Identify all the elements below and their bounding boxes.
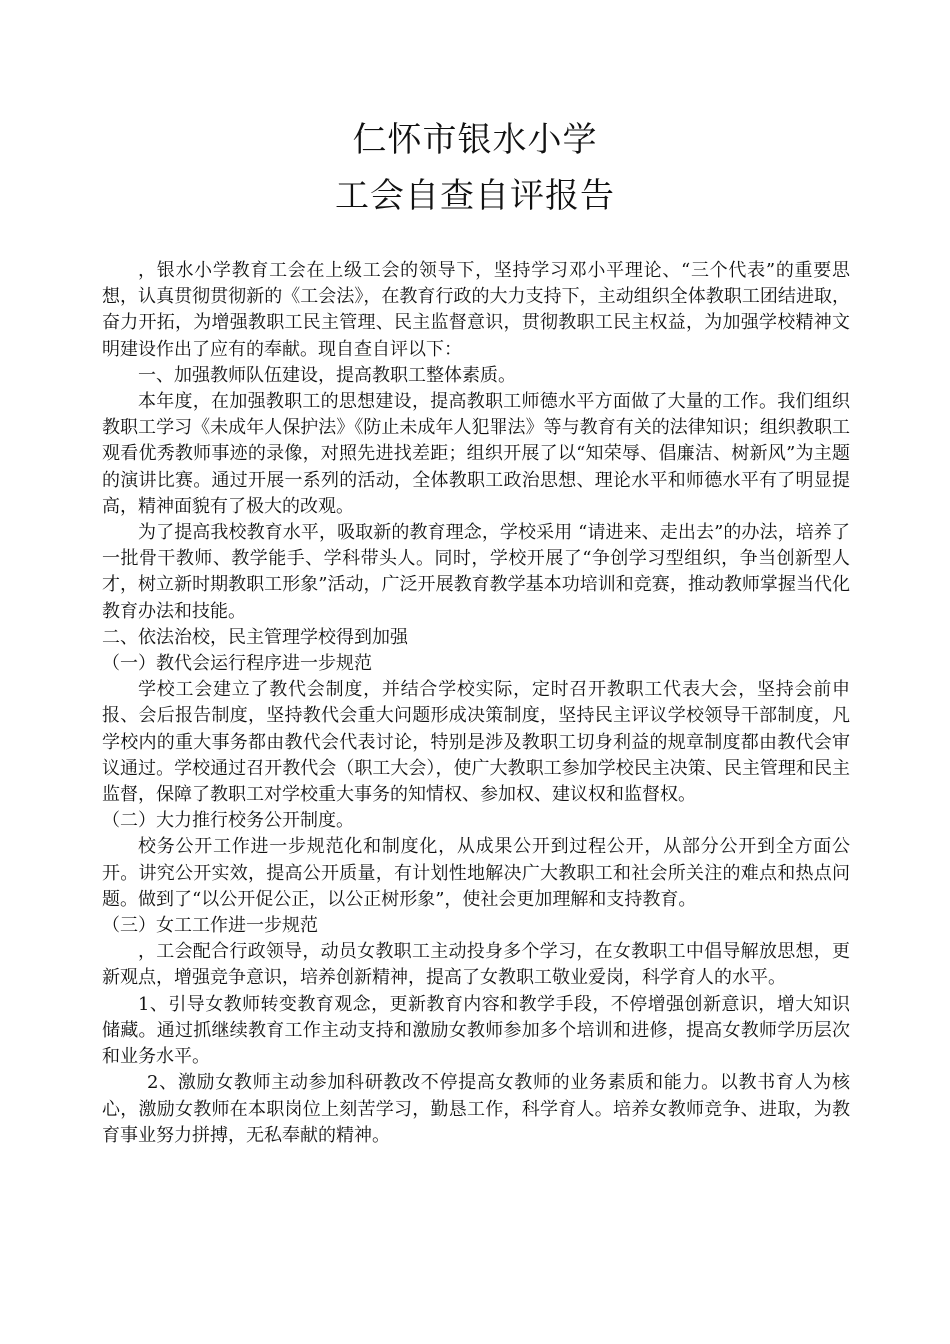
intro-paragraph: ，银水小学教育工会在上级工会的领导下，坚持学习邓小平理论、“三个代表”的重要思想，认真贯彻贯彻新的《工会法》，在教育行政的大力支持下，主动组织全体教职工团结进取，奋力开拓，为增强教职工民主管理、民主监督意识，贯彻教职工民主权益，为加强学校精神文明建设作出了应有的奉献。现自查自评以下： (102, 260, 850, 360)
body-paragraph: 为了提高我校教育水平，吸取新的教育理念，学校采用 “请进来、走出去”的办法，培养了一批骨干教师、教学能手、学科带头人。同时，学校开展了“争创学习型组织，争当创新型人才，树立新时期教职工形象”活动，广泛开展教育教学基本功培训和竞赛，推动教师掌握当代化教育办法和技能。 (102, 522, 850, 622)
document-title-block (0, 112, 950, 224)
body-paragraph: 校务公开工作进一步规范化和制度化，从成果公开到过程公开，从部分公开到全方面公开。讲究公开实效，提高公开质量，有计划性地解决广大教职工和社会所关注的难点和热点问题。做到了“以公开促公正，以公正树形象”，使社会更加理解和支持教育。 (102, 836, 850, 910)
section-heading-1: 一、加强教师队伍建设，提高教职工整体素质。 (138, 364, 516, 386)
subsection-heading-3: （三）女工工作进一步规范 (102, 915, 318, 937)
subsection-heading-2: （二）大力推行校务公开制度。 (102, 810, 354, 832)
school-name-title: 仁怀市银水小学 (352, 120, 598, 160)
body-paragraph: 学校工会建立了教代会制度，并结合学校实际，定时召开教职工代表大会，坚持会前申报、会后报告制度，坚持教代会重大问题形成决策制度，坚持民主评议学校领导干部制度，凡学校内的重大事务都由教代会代表讨论，特别是涉及教职工切身利益的规章制度都由教代会审议通过。学校通过召开教代会（职工大会），使广大教职工参加学校民主决策、民主管理和民主监督，保障了教职工对学校重大事务的知情权、参加权、建议权和监督权。 (102, 679, 850, 806)
numbered-paragraph-1: 1、引导女教师转变教育观念，更新教育内容和教学手段，不停增强创新意识，增大知识储藏。通过抓继续教育工作主动支持和激励女教师参加多个培训和进修，提高女教师学历层次和业务水平。 (102, 993, 850, 1068)
section-heading-2: 二、依法治校，民主管理学校得到加强 (102, 626, 408, 648)
document-body (102, 258, 850, 1149)
subsection-heading-1: （一）教代会运行程序进一步规范 (102, 653, 372, 675)
report-title: 工会自查自评报告 (335, 176, 615, 216)
numbered-paragraph-2: 2、激励女教师主动参加科研教改不停提高女教师的业务素质和能力。以教书育人为核心，激励女教师在本职岗位上刻苦学习，勤恳工作，科学育人。培养女教师竞争、进取，为教育事业努力拼搏，无私奉献的精神。 (102, 1072, 850, 1146)
body-paragraph: ，工会配合行政领导，动员女教职工主动投身多个学习，在女教职工中倡导解放思想，更新观点，增强竞争意识，培养创新精神，提高了女教职工敬业爱岗，科学育人的水平。 (102, 941, 850, 989)
body-paragraph: 本年度，在加强教职工的思想建设，提高教职工师德水平方面做了大量的工作。我们组织教职工学习《未成年人保护法》《防止未成年人犯罪法》等与教育有关的法律知识；组织教职工观看优秀教师事迹的录像，对照先进找差距；组织开展了以“知荣辱、倡廉洁、树新风”为主题的演讲比赛。通过开展一系列的活动，全体教职工政治思想、理论水平和师德水平有了明显提高，精神面貌有了极大的改观。 (102, 391, 850, 517)
